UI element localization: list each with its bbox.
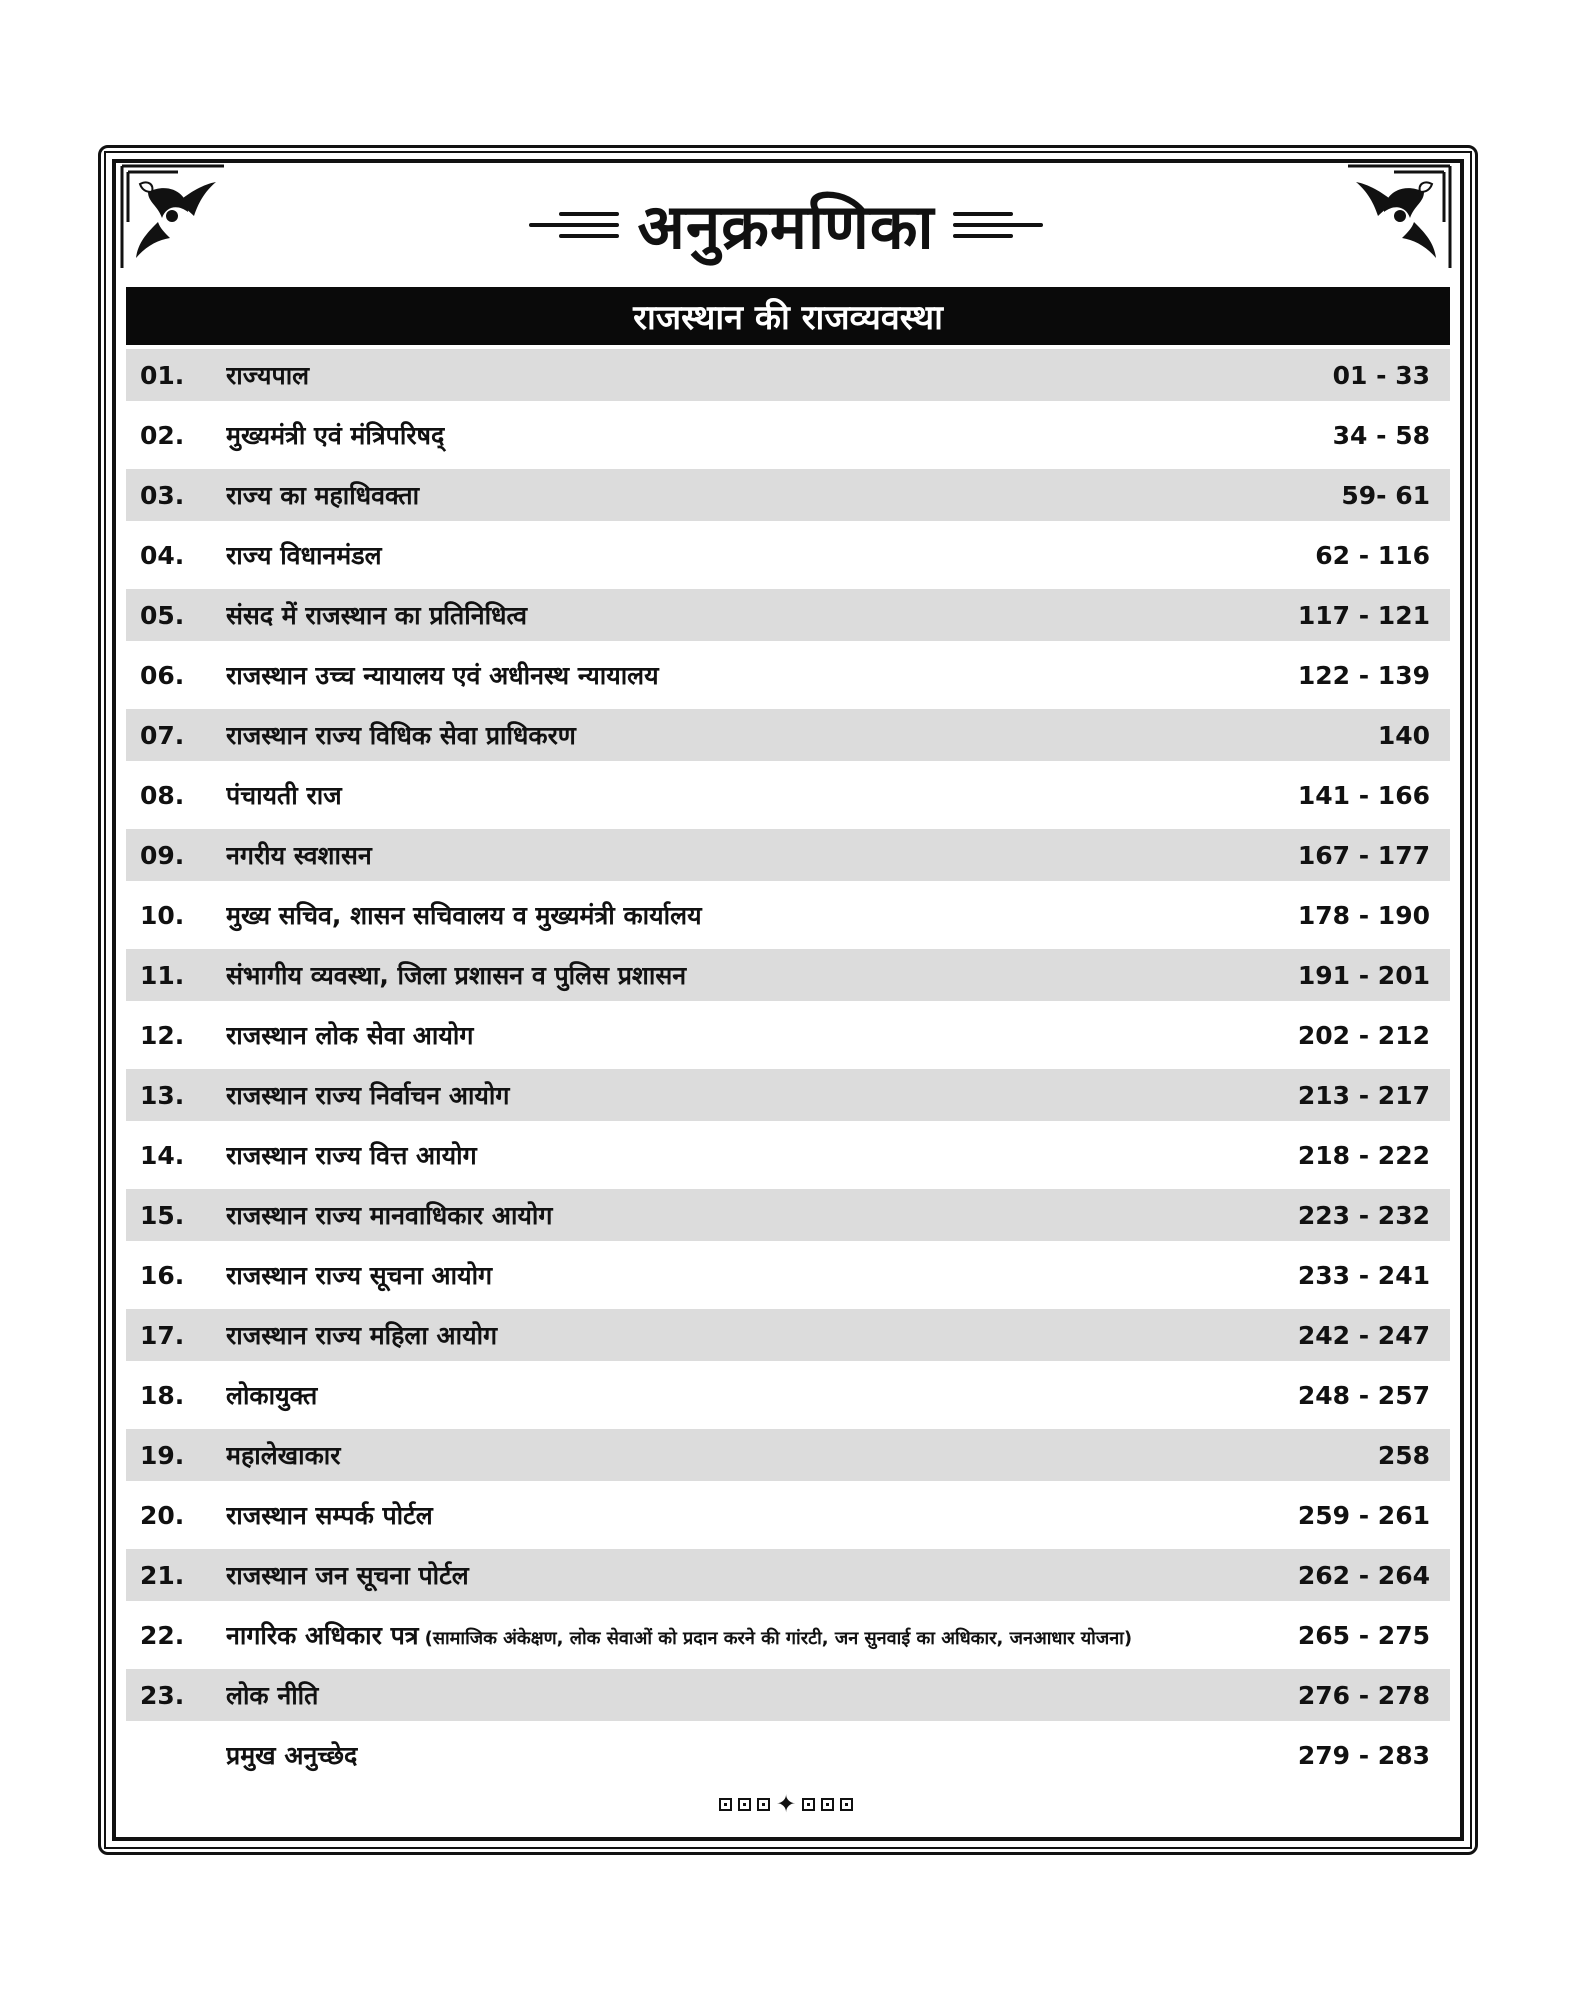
toc-entry-title-text: राजस्थान राज्य सूचना आयोग — [226, 1261, 493, 1290]
toc-entry-pages: 141 - 166 — [1297, 780, 1430, 810]
toc-entry-pages: 191 - 201 — [1297, 960, 1430, 990]
toc-entry-title — [226, 718, 1378, 752]
toc-entry[interactable] — [126, 1309, 1450, 1361]
toc-entry-pages: 265 - 275 — [1297, 1620, 1430, 1650]
toc-entry[interactable] — [126, 1429, 1450, 1481]
toc-entry-pages: 62 - 116 — [1315, 540, 1430, 570]
section-heading: राजस्थान की राजव्यवस्था — [126, 287, 1450, 345]
toc-entry-title — [226, 958, 1298, 992]
toc-entry-title-text: संसद में राजस्थान का प्रतिनिधित्व — [226, 601, 527, 630]
square-ornament-icon — [840, 1798, 853, 1811]
toc-entry-number: 11. — [140, 960, 185, 990]
toc-entry[interactable] — [126, 949, 1450, 1001]
toc-entry-title — [226, 1498, 1298, 1532]
toc-entry[interactable] — [126, 769, 1450, 821]
toc-entry-title — [226, 838, 1298, 872]
toc-entry-number: 23. — [140, 1680, 185, 1710]
toc-entry-title — [226, 478, 1341, 512]
toc-entry-title-text: महालेखाकार — [226, 1441, 341, 1470]
toc-entry-number: 13. — [140, 1080, 185, 1110]
toc-entry-title — [226, 1018, 1298, 1052]
toc-entry-title — [226, 1258, 1298, 1292]
toc-entry-number: 07. — [140, 720, 185, 750]
toc-entry-number: 03. — [140, 480, 185, 510]
toc-entry-pages: 178 - 190 — [1297, 900, 1430, 930]
toc-entry-title-text: लोकायुक्त — [226, 1381, 318, 1410]
toc-entry-title-text: राजस्थान जन सूचना पोर्टल — [226, 1561, 469, 1590]
toc-entry-pages: 140 — [1377, 720, 1430, 750]
toc-entry-number: 20. — [140, 1500, 185, 1530]
toc-entry-pages: 59- 61 — [1341, 480, 1430, 510]
toc-entry-title — [226, 598, 1298, 632]
title-block — [400, 180, 1172, 270]
page-title: अनुक्रमणिका — [637, 190, 935, 263]
toc-entry[interactable] — [126, 469, 1450, 521]
title-rule-left — [529, 212, 619, 238]
toc-entry-pages: 259 - 261 — [1297, 1500, 1430, 1530]
toc-entry-title — [226, 1618, 1298, 1652]
square-ornament-icon — [821, 1798, 834, 1811]
toc-entry-title-text: राजस्थान सम्पर्क पोर्टल — [226, 1501, 433, 1530]
table-of-contents — [126, 349, 1450, 1789]
toc-entry-title — [226, 1078, 1298, 1112]
toc-entry-title — [226, 658, 1298, 692]
toc-entry-pages: 34 - 58 — [1332, 420, 1430, 450]
title-rule-right — [953, 212, 1043, 238]
toc-entry-number: 06. — [140, 660, 185, 690]
toc-entry-title-text: प्रमुख अनुच्छेद — [226, 1741, 358, 1770]
toc-entry-pages: 117 - 121 — [1297, 600, 1430, 630]
toc-entry-number: 10. — [140, 900, 185, 930]
toc-entry-pages: 248 - 257 — [1297, 1380, 1430, 1410]
toc-entry-title-text: राजस्थान राज्य विधिक सेवा प्राधिकरण — [226, 721, 576, 750]
toc-entry-pages: 167 - 177 — [1297, 840, 1430, 870]
toc-entry[interactable] — [126, 709, 1450, 761]
square-ornament-icon — [719, 1798, 732, 1811]
toc-entry-number: 21. — [140, 1560, 185, 1590]
toc-entry-pages: 01 - 33 — [1332, 360, 1430, 390]
toc-entry[interactable] — [126, 829, 1450, 881]
toc-entry-title — [226, 1198, 1298, 1232]
corner-ornament-right-icon — [1344, 162, 1454, 272]
toc-entry-title-text: राजस्थान राज्य वित्त आयोग — [226, 1141, 477, 1170]
toc-entry-title — [226, 1318, 1298, 1352]
toc-entry-pages: 258 — [1377, 1440, 1430, 1470]
square-ornament-icon — [757, 1798, 770, 1811]
toc-entry-number: 12. — [140, 1020, 185, 1050]
toc-entry[interactable] — [126, 1729, 1450, 1781]
toc-entry-pages: 213 - 217 — [1297, 1080, 1430, 1110]
toc-entry[interactable] — [126, 1129, 1450, 1181]
toc-entry-pages: 262 - 264 — [1297, 1560, 1430, 1590]
toc-entry-note: (सामाजिक अंकेक्षण, लोक सेवाओं को प्रदान करने की गांरटी, जन सुनवाई का अधिकार, जनआधार योजना) — [424, 1628, 1133, 1649]
corner-ornament-left-icon — [118, 162, 228, 272]
toc-entry-number: 05. — [140, 600, 185, 630]
toc-entry-title-text: पंचायती राज — [226, 781, 342, 810]
toc-entry-title — [226, 1138, 1298, 1172]
toc-entry-pages: 223 - 232 — [1297, 1200, 1430, 1230]
toc-entry-pages: 233 - 241 — [1297, 1260, 1430, 1290]
toc-entry[interactable] — [126, 409, 1450, 461]
toc-entry-pages: 202 - 212 — [1297, 1020, 1430, 1050]
toc-entry-title-text: मुख्यमंत्री एवं मंत्रिपरिषद् — [226, 421, 445, 450]
toc-entry-title-text: राजस्थान राज्य महिला आयोग — [226, 1321, 498, 1350]
toc-entry-title-text: संभागीय व्यवस्था, जिला प्रशासन व पुलिस प्रशासन — [226, 961, 687, 990]
toc-entry-title-text: राजस्थान राज्य निर्वाचन आयोग — [226, 1081, 510, 1110]
toc-entry[interactable] — [126, 1009, 1450, 1061]
toc-entry-number: 17. — [140, 1320, 185, 1350]
end-ornament — [686, 1790, 886, 1818]
toc-entry-number: 14. — [140, 1140, 185, 1170]
toc-entry[interactable] — [126, 1249, 1450, 1301]
toc-entry-title — [226, 418, 1333, 452]
toc-entry-title-text: राजस्थान लोक सेवा आयोग — [226, 1021, 474, 1050]
toc-entry[interactable] — [126, 649, 1450, 701]
toc-entry-pages: 276 - 278 — [1297, 1680, 1430, 1710]
toc-entry-pages: 242 - 247 — [1297, 1320, 1430, 1350]
toc-entry-title — [226, 1378, 1298, 1412]
toc-entry-title-text: राज्य का महाधिवक्ता — [226, 481, 420, 510]
toc-entry-title — [226, 1438, 1378, 1472]
toc-entry[interactable] — [126, 889, 1450, 941]
toc-entry-title — [226, 1738, 1298, 1772]
toc-entry[interactable] — [126, 1369, 1450, 1421]
toc-entry-title-text: राज्यपाल — [226, 361, 310, 390]
toc-entry-number: 08. — [140, 780, 185, 810]
toc-entry-title — [226, 1678, 1298, 1712]
toc-entry[interactable] — [126, 589, 1450, 641]
toc-entry-number: 02. — [140, 420, 185, 450]
toc-entry-title-text: नागरिक अधिकार पत्र — [226, 1621, 419, 1650]
star-ornament-icon: ✦ — [775, 1790, 797, 1818]
toc-entry-number: 19. — [140, 1440, 185, 1470]
toc-entry-number: 22. — [140, 1620, 185, 1650]
toc-entry-title — [226, 358, 1333, 392]
toc-entry[interactable] — [126, 1609, 1450, 1661]
toc-entry-pages: 122 - 139 — [1297, 660, 1430, 690]
toc-entry[interactable] — [126, 1189, 1450, 1241]
toc-entry-number: 16. — [140, 1260, 185, 1290]
toc-entry-number: 18. — [140, 1380, 185, 1410]
toc-entry[interactable] — [126, 1069, 1450, 1121]
toc-entry-title-text: मुख्य सचिव, शासन सचिवालय व मुख्यमंत्री कार्यालय — [226, 901, 702, 930]
toc-entry-title-text: नगरीय स्वशासन — [226, 841, 372, 870]
toc-entry-title — [226, 898, 1298, 932]
toc-entry-title — [226, 538, 1315, 572]
toc-entry[interactable] — [126, 1549, 1450, 1601]
toc-entry[interactable] — [126, 529, 1450, 581]
toc-entry-pages: 218 - 222 — [1297, 1140, 1430, 1170]
toc-entry-number: 15. — [140, 1200, 185, 1230]
square-ornament-icon — [738, 1798, 751, 1811]
toc-entry[interactable] — [126, 1489, 1450, 1541]
toc-entry-title-text: लोक नीति — [226, 1681, 319, 1710]
toc-entry-title — [226, 1558, 1298, 1592]
toc-entry[interactable] — [126, 1669, 1450, 1721]
toc-entry-title — [226, 778, 1298, 812]
toc-entry-title-text: राजस्थान राज्य मानवाधिकार आयोग — [226, 1201, 553, 1230]
toc-entry-pages: 279 - 283 — [1297, 1740, 1430, 1770]
toc-entry-number: 09. — [140, 840, 185, 870]
toc-entry-number: 04. — [140, 540, 185, 570]
toc-entry-number: 01. — [140, 360, 185, 390]
toc-entry[interactable] — [126, 349, 1450, 401]
toc-entry-title-text: राज्य विधानमंडल — [226, 541, 382, 570]
toc-entry-title-text: राजस्थान उच्च न्यायालय एवं अधीनस्थ न्यायालय — [226, 661, 659, 690]
square-ornament-icon — [802, 1798, 815, 1811]
